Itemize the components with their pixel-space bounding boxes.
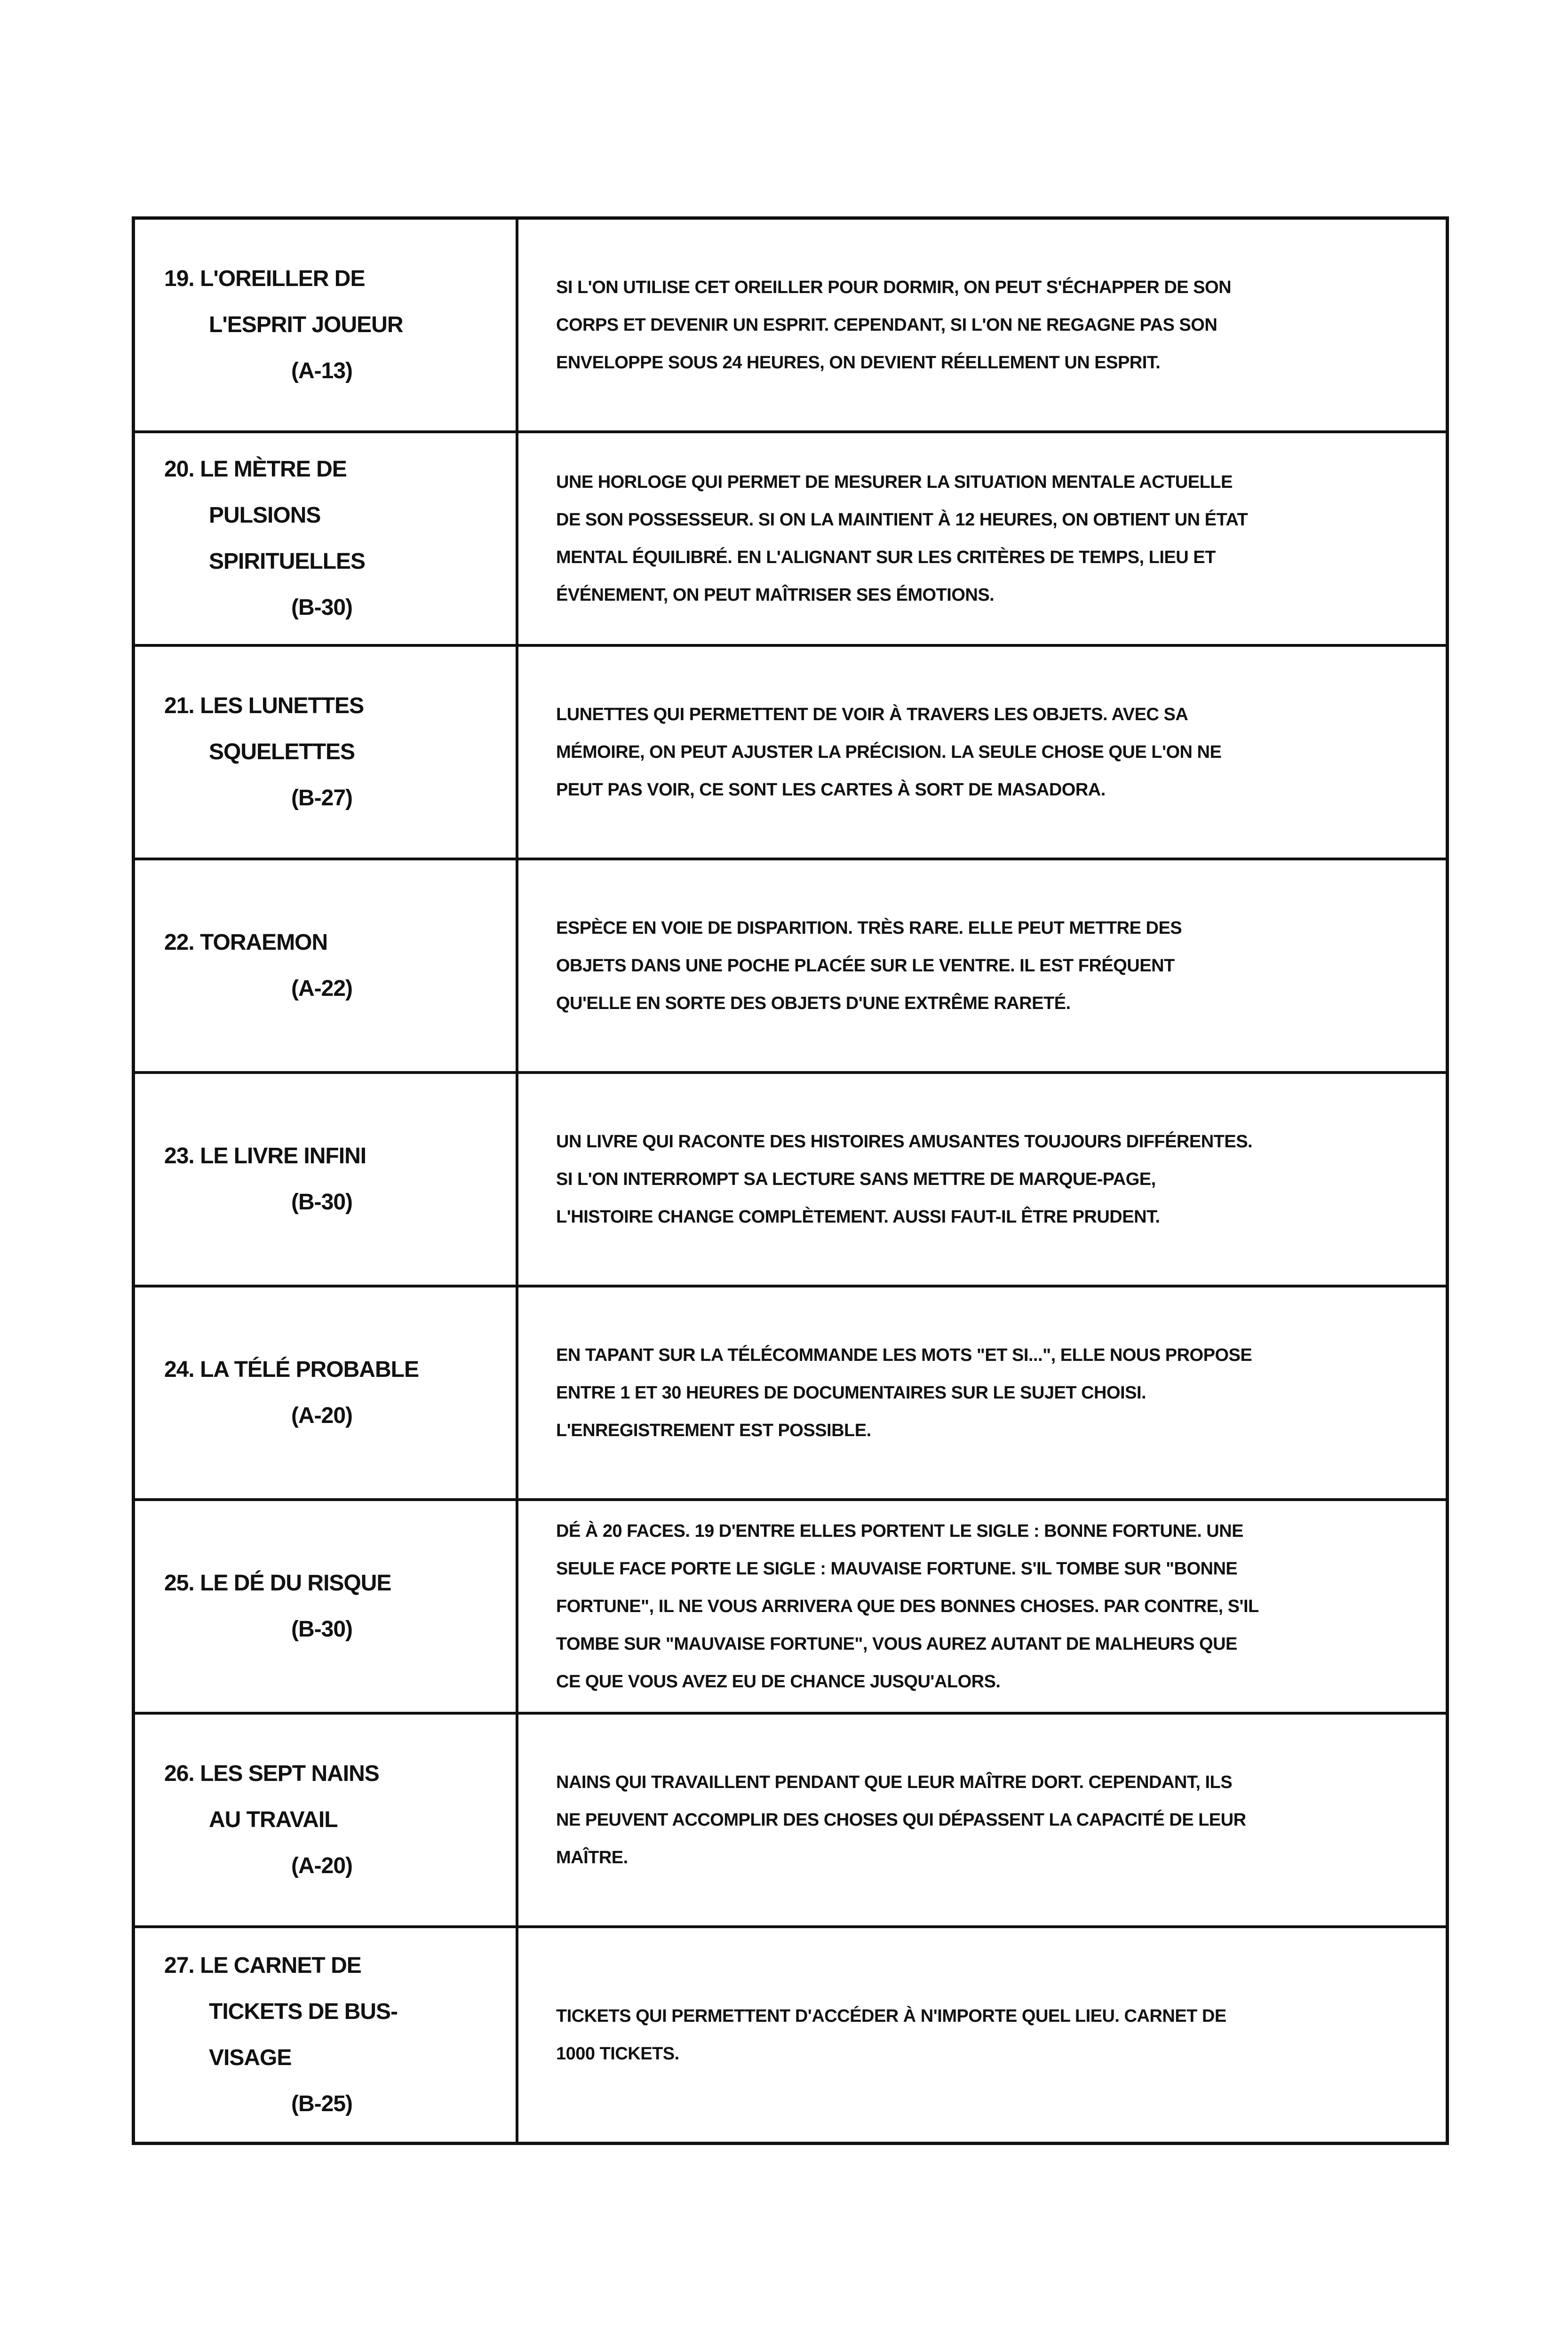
item-code: (B-30) [291,1190,353,1215]
table-row [135,1074,1446,1287]
item-description-line: 1000 TICKETS. [556,2044,679,2064]
table-row [135,433,1446,647]
item-description-line: L'ENREGISTREMENT EST POSSIBLE. [556,1421,871,1440]
item-description-cell [518,1501,1446,1712]
item-name-cell [135,1287,518,1498]
item-description-cell [518,1074,1446,1285]
item-description-line: OBJETS DANS UNE POCHE PLACÉE SUR LE VENTRE. IL EST FRÉQUENT [556,956,1175,976]
item-code: (B-30) [291,1617,353,1642]
item-title-line: L'ESPRIT JOUEUR [209,312,403,337]
item-description-line: ENVELOPPE SOUS 24 HEURES, ON DEVIENT RÉELLEMENT UN ESPRIT. [556,353,1161,373]
item-description-line: EN TAPANT SUR LA TÉLÉCOMMANDE LES MOTS "ET SI...", ELLE NOUS PROPOSE [556,1345,1252,1365]
item-title-line: 27. LE CARNET DE [164,1953,361,1978]
item-code: (A-13) [291,358,353,383]
item-title-line: TICKETS DE BUS- [209,1999,398,2024]
item-title-line: AU TRAVAIL [209,1807,338,1832]
item-description-cell [518,647,1446,858]
table-row [135,1715,1446,1928]
table-row [135,1287,1446,1501]
item-description-line: FORTUNE", IL NE VOUS ARRIVERA QUE DES BONNES CHOSES. PAR CONTRE, S'IL [556,1597,1259,1616]
item-code: (B-30) [291,595,353,620]
item-title-line: 25. LE DÉ DU RISQUE [164,1571,391,1596]
item-description-cell [518,1715,1446,1925]
item-title-line: 20. LE MÈTRE DE [164,457,347,482]
item-description-line: TOMBE SUR "MAUVAISE FORTUNE", VOUS AUREZ AUTANT DE MALHEURS QUE [556,1634,1237,1654]
item-description-line: MENTAL ÉQUILIBRÉ. EN L'ALIGNANT SUR LES CRITÈRES DE TEMPS, LIEU ET [556,548,1216,567]
item-title-line: PULSIONS [209,503,321,528]
item-name-cell [135,1715,518,1925]
item-code: (A-20) [291,1853,353,1878]
item-description-line: ENTRE 1 ET 30 HEURES DE DOCUMENTAIRES SUR LE SUJET CHOISI. [556,1383,1146,1403]
table-row [135,860,1446,1074]
item-description-line: QU'ELLE EN SORTE DES OBJETS D'UNE EXTRÊME RARETÉ. [556,993,1071,1013]
item-title-line: VISAGE [209,2045,292,2070]
item-title-line: 23. LE LIVRE INFINI [164,1144,366,1168]
item-name-cell [135,220,518,430]
item-description-line: SI L'ON UTILISE CET OREILLER POUR DORMIR, ON PEUT S'ÉCHAPPER DE SON [556,278,1232,297]
item-title-line: 19. L'OREILLER DE [164,266,365,291]
item-title-line: SPIRITUELLES [209,549,366,574]
item-description-line: SEULE FACE PORTE LE SIGLE : MAUVAISE FORTUNE. S'IL TOMBE SUR "BONNE [556,1559,1238,1579]
item-description-cell [518,1928,1446,2142]
item-description-line: DE SON POSSESSEUR. SI ON LA MAINTIENT À 12 HEURES, ON OBTIENT UN ÉTAT [556,510,1248,530]
item-name-cell [135,1928,518,2142]
table-row [135,647,1446,860]
item-code: (A-20) [291,1403,353,1428]
item-description-line: ESPÈCE EN VOIE DE DISPARITION. TRÈS RARE. ELLE PEUT METTRE DES [556,918,1182,938]
item-title-line: 24. LA TÉLÉ PROBABLE [164,1357,419,1382]
item-name-cell [135,647,518,858]
table-row [135,1928,1446,2142]
item-title-line: 22. TORAEMON [164,930,328,955]
item-name-cell [135,1074,518,1285]
item-description-line: ÉVÉNEMENT, ON PEUT MAÎTRISER SES ÉMOTIONS. [556,585,995,605]
item-description-line: MÉMOIRE, ON PEUT AJUSTER LA PRÉCISION. LA SEULE CHOSE QUE L'ON NE [556,742,1222,762]
items-table [132,216,1449,2145]
item-description-cell [518,220,1446,430]
item-description-line: SI L'ON INTERROMPT SA LECTURE SANS METTRE DE MARQUE-PAGE, [556,1169,1156,1189]
item-name-cell [135,1501,518,1712]
table-row [135,1501,1446,1715]
item-description-line: NAINS QUI TRAVAILLENT PENDANT QUE LEUR MAÎTRE DORT. CEPENDANT, ILS [556,1772,1233,1792]
item-description-line: MAÎTRE. [556,1848,628,1867]
item-code: (B-25) [291,2091,353,2116]
item-description-line: DÉ À 20 FACES. 19 D'ENTRE ELLES PORTENT LE SIGLE : BONNE FORTUNE. UNE [556,1521,1243,1541]
item-title-line: 21. LES LUNETTES [164,693,364,718]
item-description-line: TICKETS QUI PERMETTENT D'ACCÉDER À N'IMPORTE QUEL LIEU. CARNET DE [556,2006,1226,2026]
item-description-line: PEUT PAS VOIR, CE SONT LES CARTES À SORT DE MASADORA. [556,780,1106,800]
item-description-line: L'HISTOIRE CHANGE COMPLÈTEMENT. AUSSI FAUT-IL ÊTRE PRUDENT. [556,1207,1160,1227]
item-description-line: UNE HORLOGE QUI PERMET DE MESURER LA SITUATION MENTALE ACTUELLE [556,472,1233,492]
item-description-cell [518,1287,1446,1498]
table-row [135,220,1446,433]
item-title-line: 26. LES SEPT NAINS [164,1761,379,1786]
item-description-line: UN LIVRE QUI RACONTE DES HISTOIRES AMUSANTES TOUJOURS DIFFÉRENTES. [556,1132,1253,1152]
item-description-line: CE QUE VOUS AVEZ EU DE CHANCE JUSQU'ALORS. [556,1672,1001,1692]
item-name-cell [135,860,518,1071]
item-name-cell [135,433,518,644]
item-description-cell [518,433,1446,644]
item-code: (B-27) [291,786,353,810]
item-description-line: CORPS ET DEVENIR UN ESPRIT. CEPENDANT, SI L'ON NE REGAGNE PAS SON [556,315,1218,335]
item-code: (A-22) [291,976,353,1001]
item-description-cell [518,860,1446,1071]
item-description-line: LUNETTES QUI PERMETTENT DE VOIR À TRAVERS LES OBJETS. AVEC SA [556,705,1188,724]
item-title-line: SQUELETTES [209,739,355,764]
item-description-line: NE PEUVENT ACCOMPLIR DES CHOSES QUI DÉPASSENT LA CAPACITÉ DE LEUR [556,1810,1246,1830]
